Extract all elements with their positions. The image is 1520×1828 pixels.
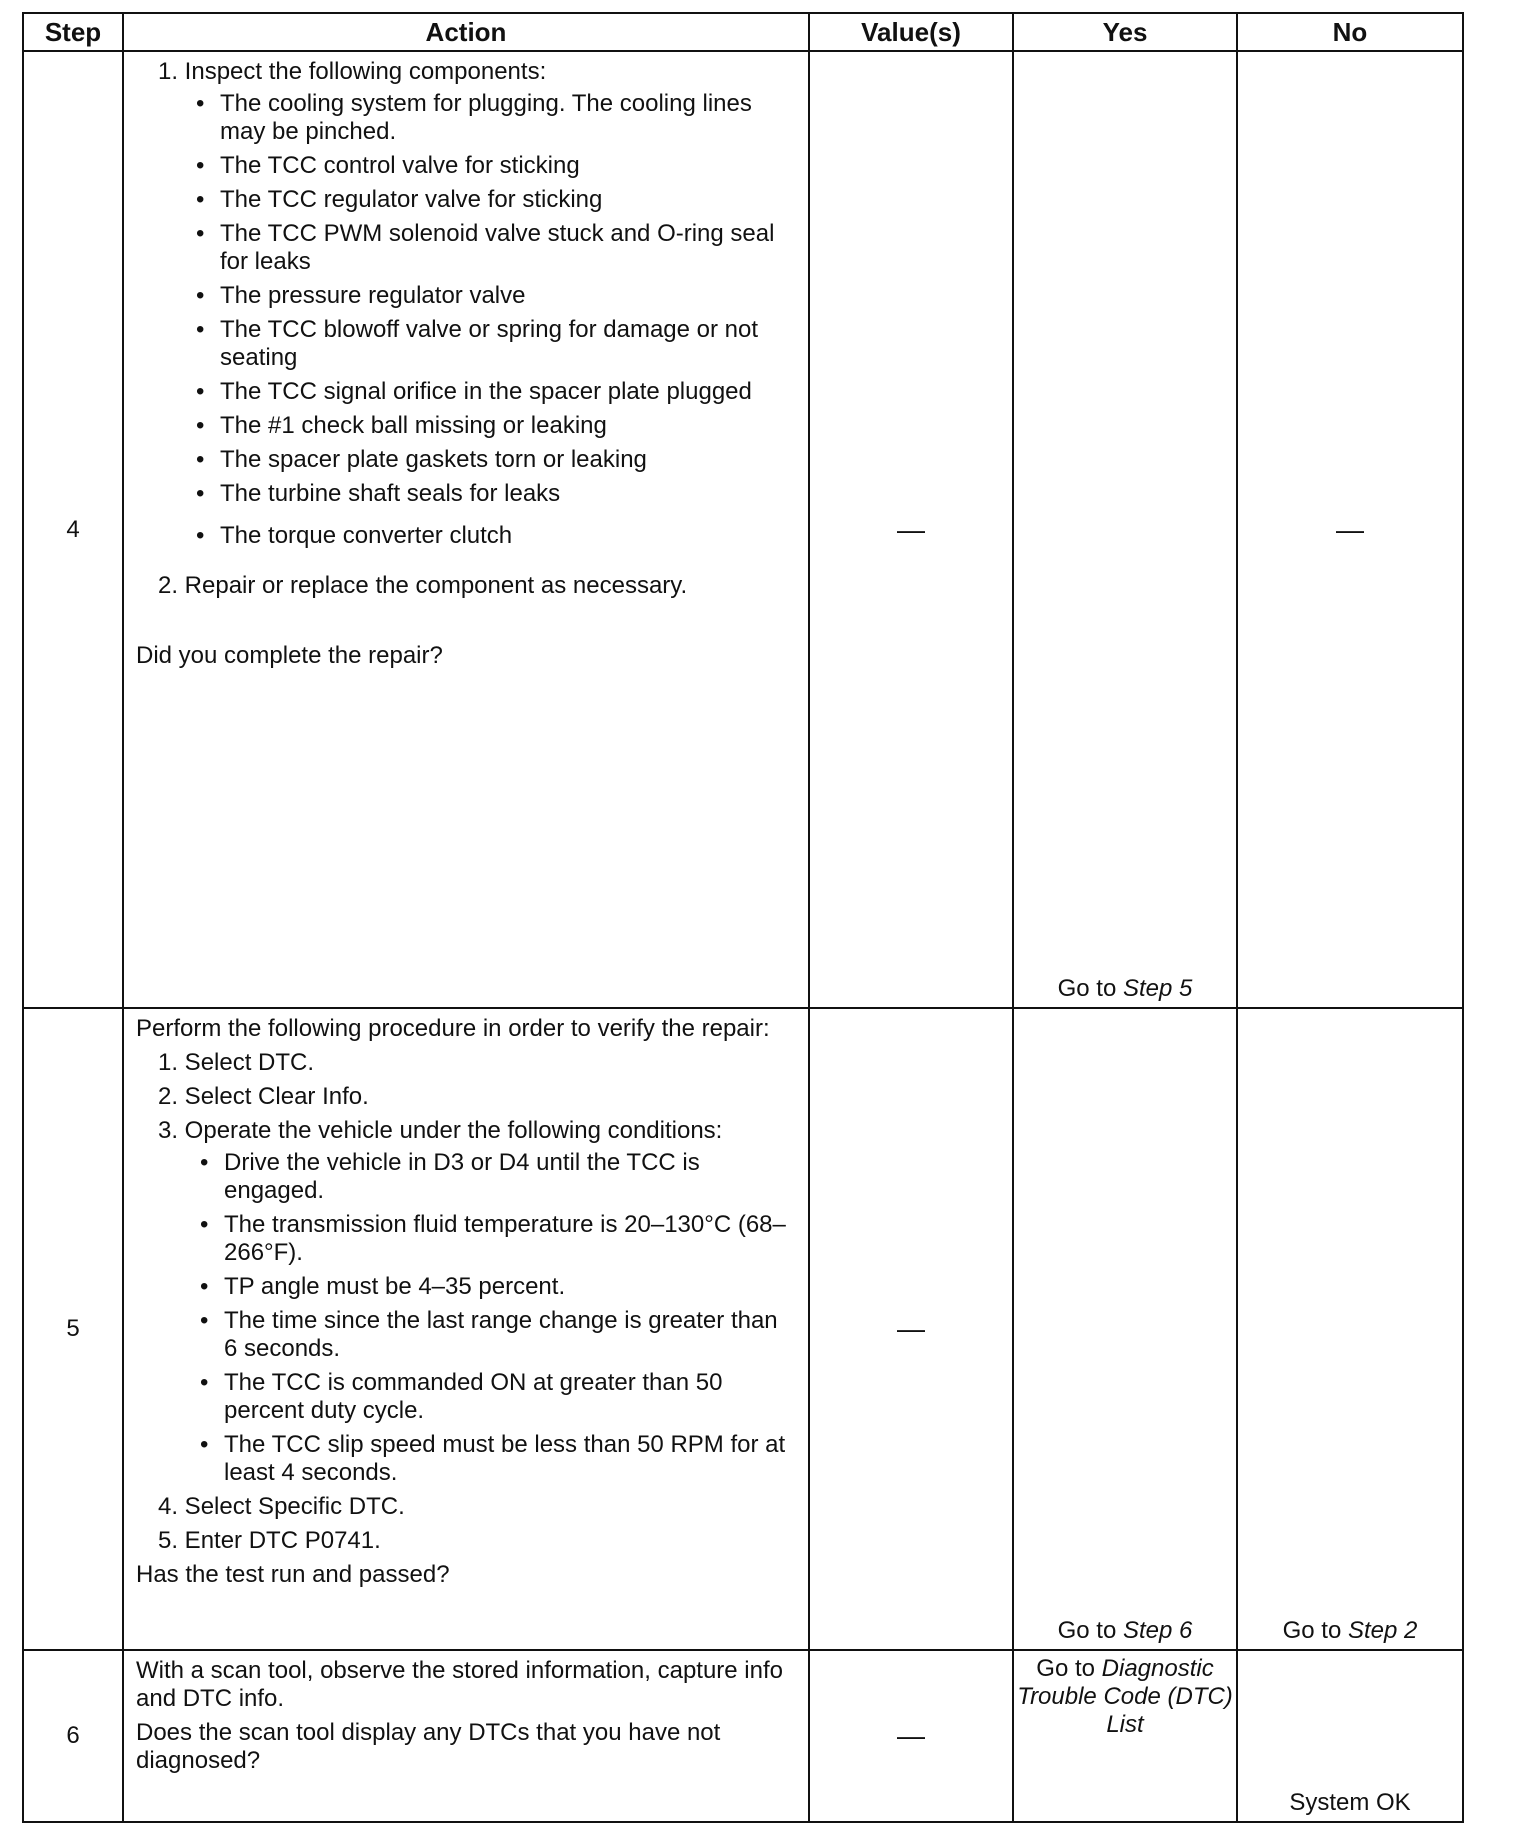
list-item: • TP angle must be 4–35 percent. (200, 1273, 796, 1301)
no-cell (1237, 1650, 1463, 1822)
header-step: Step (23, 13, 123, 51)
yes-prefix: Go to (1057, 975, 1123, 1002)
yes-target[interactable]: Step 5 (1122, 975, 1193, 1002)
list-item: • The TCC is commanded ON at greater than 50 percent duty cycle. (200, 1369, 796, 1425)
list-item: • The turbine shaft seals for leaks (196, 480, 796, 508)
list-item: • The TCC control valve for sticking (196, 152, 796, 180)
value-cell: — (809, 1650, 1013, 1822)
list-item: • The TCC regulator valve for sticking (196, 186, 796, 214)
list-item: • The pressure regulator valve (196, 282, 796, 310)
list-item: • The TCC blowoff valve or spring for damage or not seating (196, 316, 796, 372)
yes-cell (1013, 51, 1237, 1008)
header-values: Value(s) (809, 13, 1013, 51)
list-item: • The torque converter clutch (196, 522, 796, 550)
yes-link[interactable] (1014, 975, 1236, 1003)
list-item: • The #1 check ball missing or leaking (196, 412, 796, 440)
yes-target[interactable]: Step 6 (1122, 1617, 1193, 1644)
yes-link[interactable] (1014, 1651, 1236, 1739)
bullet-list (136, 90, 796, 550)
step-number: 5 (23, 1008, 123, 1650)
action-item: 2. Repair or replace the component as necessary. (158, 572, 688, 599)
action-cell (123, 1650, 809, 1822)
yes-prefix: Go to (1057, 1617, 1123, 1644)
table-row-step-5 (23, 1008, 1463, 1650)
no-prefix: Go to (1282, 1617, 1348, 1644)
header-yes: Yes (1013, 13, 1237, 51)
yes-cell (1013, 1008, 1237, 1650)
list-item: • Drive the vehicle in D3 or D4 until the TCC is engaged. (200, 1149, 796, 1205)
no-result: System OK (1289, 1789, 1411, 1816)
no-target[interactable]: Step 2 (1347, 1617, 1418, 1644)
value-cell: — (809, 1008, 1013, 1650)
table-row-step-6 (23, 1650, 1463, 1822)
list-item: • The transmission fluid temperature is 20–130°C (68–266°F). (200, 1211, 796, 1267)
list-item: • The TCC slip speed must be less than 50 RPM for at least 4 seconds. (200, 1431, 796, 1487)
question-text: Does the scan tool display any DTCs that you have not diagnosed? (136, 1719, 721, 1774)
step-number: 4 (23, 51, 123, 1008)
list-item: • The time since the last range change is greater than 6 seconds. (200, 1307, 796, 1363)
action-item: 5. Enter DTC P0741. (158, 1527, 381, 1554)
bullet-list (136, 1149, 796, 1487)
yes-prefix: Go to (1036, 1655, 1102, 1682)
action-cell (123, 1008, 809, 1650)
no-cell: — (1237, 51, 1463, 1008)
header-row (23, 13, 1463, 51)
action-item: 1. Select DTC. (158, 1049, 315, 1076)
question-text: Has the test run and passed? (136, 1561, 450, 1588)
list-item: • The TCC signal orifice in the spacer plate plugged (196, 378, 796, 406)
action-item: 4. Select Specific DTC. (158, 1493, 405, 1520)
intro-text: Perform the following procedure in order to verify the repair: (136, 1015, 770, 1042)
step-number: 6 (23, 1650, 123, 1822)
no-link[interactable] (1238, 1617, 1462, 1645)
no-cell (1237, 1008, 1463, 1650)
yes-target[interactable]: Diagnostic Trouble Code (DTC) List (1017, 1655, 1233, 1738)
value-cell: — (809, 51, 1013, 1008)
header-no: No (1237, 13, 1463, 51)
header-action: Action (123, 13, 809, 51)
action-text: With a scan tool, observe the stored information, capture info and DTC info. (136, 1657, 784, 1712)
diagnostic-table (22, 12, 1464, 1823)
list-item: • The spacer plate gaskets torn or leaking (196, 446, 796, 474)
action-cell (123, 51, 809, 1008)
action-item: 2. Select Clear Info. (158, 1083, 369, 1110)
question-text: Did you complete the repair? (136, 642, 443, 669)
yes-link[interactable] (1014, 1617, 1236, 1645)
action-item: 3. Operate the vehicle under the following conditions: (158, 1117, 723, 1144)
yes-cell (1013, 1650, 1237, 1822)
list-item: • The cooling system for plugging. The cooling lines may be pinched. (196, 90, 796, 146)
list-item: • The TCC PWM solenoid valve stuck and O-ring seal for leaks (196, 220, 796, 276)
action-item: 1. Inspect the following components: (158, 58, 547, 85)
table-row-step-4 (23, 51, 1463, 1008)
